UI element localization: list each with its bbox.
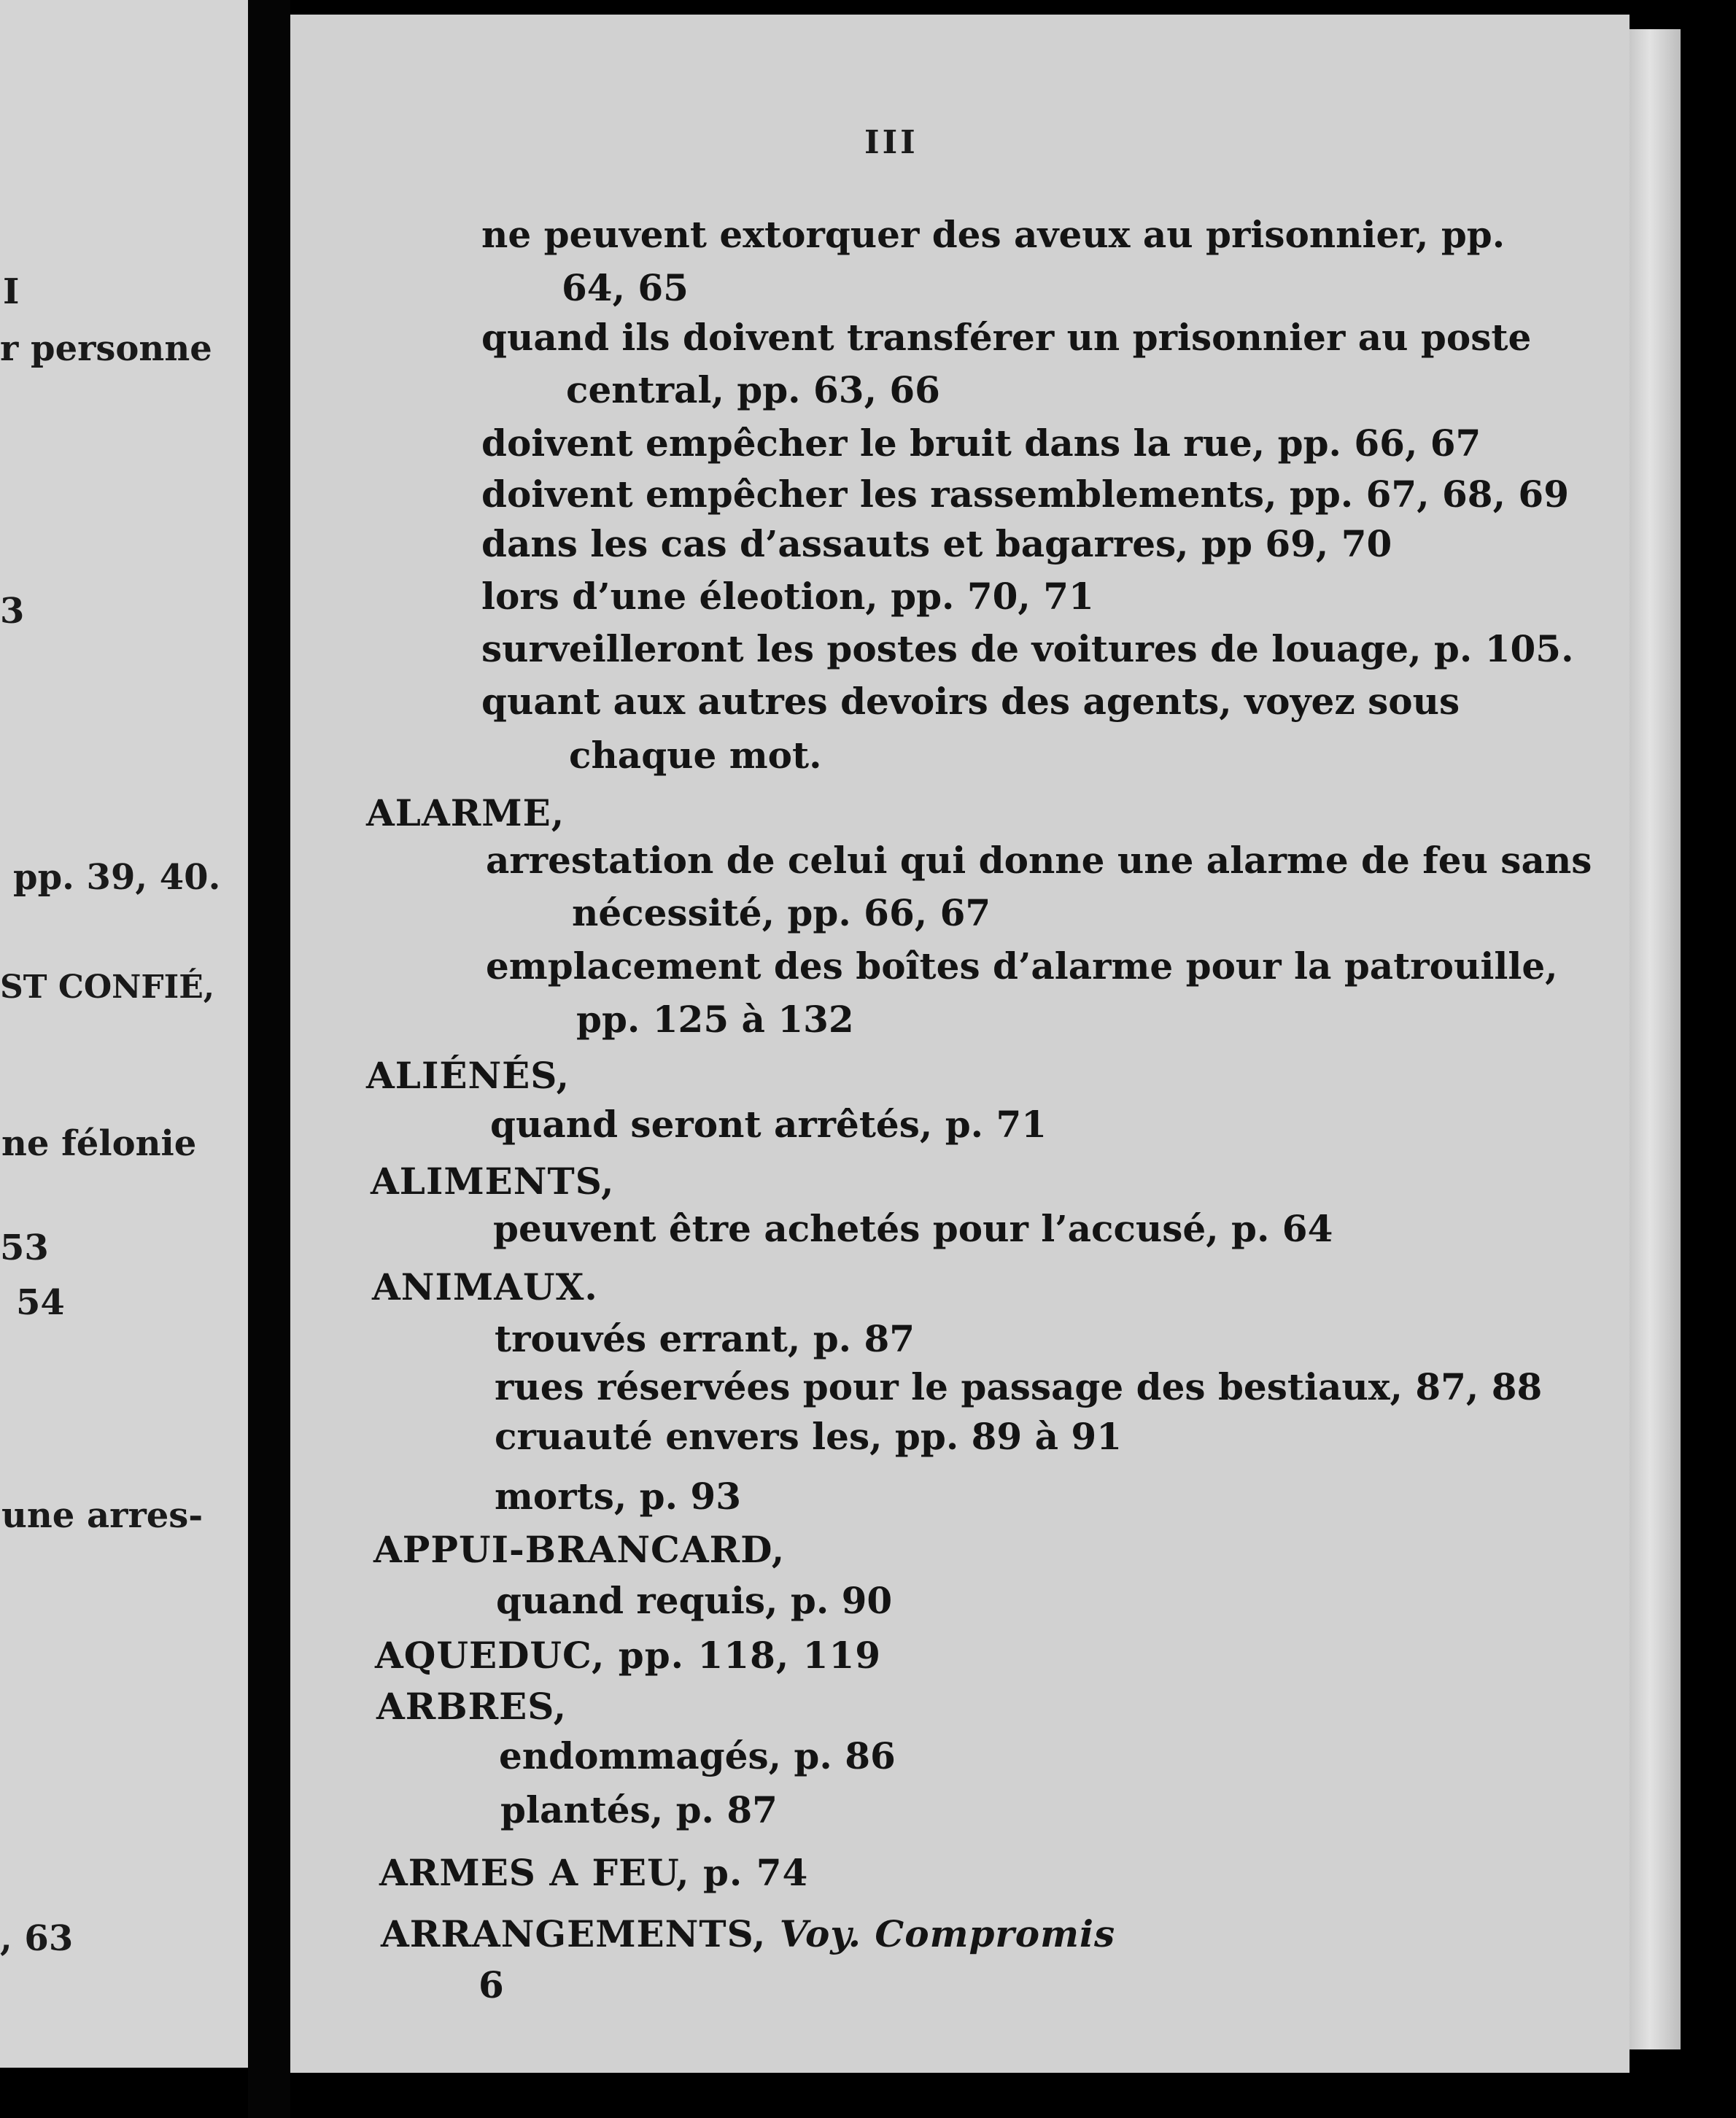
page-number: III	[864, 124, 918, 161]
facing-page-fragment: 54	[16, 1282, 65, 1323]
index-line: lors d’une éleotion, pp. 70, 71	[481, 575, 1094, 618]
index-line: central, pp. 63, 66	[566, 368, 940, 411]
index-line: rues réservées pour le passage des bestiaux, 87, 88	[495, 1365, 1543, 1408]
facing-page-fragment: I	[3, 271, 20, 312]
index-line: pp. 125 à 132	[576, 998, 854, 1041]
index-heading: AQUEDUC, pp. 118, 119	[375, 1634, 882, 1677]
index-line: doivent empêcher les rassemblements, pp. 67, 68, 69	[481, 473, 1569, 516]
signature-mark: 6	[478, 1963, 504, 2006]
index-line: trouvés errant, p. 87	[495, 1317, 915, 1360]
facing-page	[0, 0, 248, 2068]
book-gutter	[248, 0, 290, 2118]
index-heading: APPUI-BRANCARD,	[373, 1528, 786, 1571]
index-line: 64, 65	[562, 266, 689, 309]
index-heading: ALARME,	[366, 791, 565, 834]
index-entries	[290, 0, 1630, 2118]
index-line: peuvent être achetés pour l’accusé, p. 64	[493, 1207, 1333, 1250]
cross-reference: Voy. Compromis	[779, 1912, 1116, 1955]
facing-page-fragment: 3	[0, 591, 25, 632]
index-heading	[381, 1912, 1115, 1955]
facing-page-fragment: pp. 39, 40.	[13, 857, 221, 898]
index-line: quand ils doivent transférer un prisonnier au poste	[481, 316, 1532, 359]
facing-page-fragment: ST CONFIÉ,	[0, 969, 215, 1006]
facing-page-fragment: ne félonie	[1, 1123, 197, 1164]
facing-page-fragment: 53	[0, 1227, 49, 1268]
index-line: nécessité, pp. 66, 67	[572, 891, 991, 934]
index-heading: ANIMAUX.	[372, 1265, 598, 1308]
page-edge	[1630, 29, 1681, 2049]
index-line: emplacement des boîtes d’alarme pour la patrouille,	[486, 944, 1558, 988]
index-line: cruauté envers les, pp. 89 à 91	[495, 1415, 1123, 1458]
index-line: quand requis, p. 90	[496, 1579, 893, 1622]
facing-page-fragment: une arres-	[1, 1495, 204, 1536]
index-line: quand seront arrêtés, p. 71	[490, 1103, 1047, 1146]
index-heading: ARMES A FEU, p. 74	[379, 1851, 809, 1894]
index-heading-term: ARRANGEMENTS,	[381, 1912, 767, 1955]
index-line: dans les cas d’assauts et bagarres, pp 69, 70	[481, 522, 1392, 565]
index-line: plantés, p. 87	[500, 1788, 778, 1831]
index-line: morts, p. 93	[495, 1475, 742, 1518]
index-heading: ALIÉNÉS,	[366, 1054, 570, 1097]
index-line: ne peuvent extorquer des aveux au prisonnier, pp.	[481, 213, 1506, 256]
index-line: chaque mot.	[569, 734, 822, 777]
index-heading: ALIMENTS,	[371, 1160, 615, 1203]
index-line: arrestation de celui qui donne une alarme de feu sans	[486, 839, 1592, 882]
facing-page-fragment: , 63	[0, 1918, 74, 1959]
index-line: endommagés, p. 86	[499, 1734, 896, 1777]
index-heading: ARBRES,	[376, 1685, 567, 1728]
index-line: doivent empêcher le bruit dans la rue, pp. 66, 67	[481, 422, 1481, 465]
index-line: surveilleront les postes de voitures de louage, p. 105.	[481, 627, 1574, 670]
index-line: quant aux autres devoirs des agents, voyez sous	[481, 680, 1460, 723]
facing-page-fragment: r personne	[0, 328, 212, 369]
